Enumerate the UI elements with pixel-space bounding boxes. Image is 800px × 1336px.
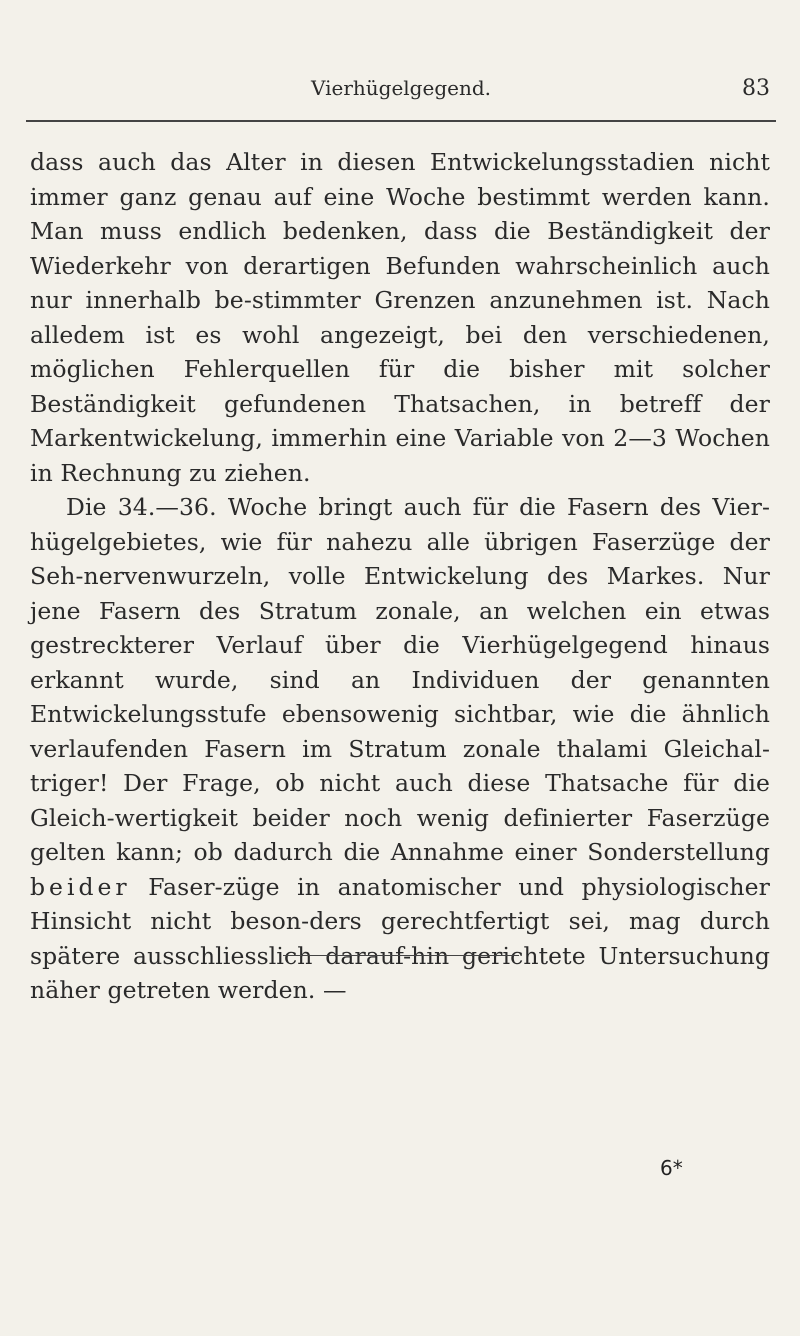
signature-mark: 6* — [660, 1156, 683, 1180]
spaced-word: beider — [30, 872, 131, 901]
paragraph-1: dass auch das Alter in diesen Entwickelungsstadien nicht immer ganz genau auf eine Woche bestimmt werden kann. Man muss endlich bedenken, dass die Beständigkeit der Wiederkehr von derartigen Befunden wahrscheinlich auch nur innerhalb be-stimmter Grenzen anzunehmen ist. Nach alledem ist es wohl angezeigt, bei den verschiedenen, möglichen Fehlerquellen für die bisher mit solcher Beständigkeit gefundenen Thatsachen, in betreff der Markentwickelung, immerhin eine Variable von 2—3 Wochen in Rechnung zu ziehen. — [30, 148, 770, 487]
page-number: 83 — [742, 76, 770, 101]
running-title: Vierhügelgegend. — [311, 76, 491, 100]
paragraph-2-part-2: Faser-züge in anatomischer und physiologischer Hinsicht nicht beson-ders gerechtfertigt sei, mag durch spätere ausschliesslich darauf-hin gerichtete Untersuchung näher getreten werden. — — [30, 872, 771, 1004]
running-header — [26, 76, 776, 110]
section-end-rule — [283, 955, 519, 956]
header-rule — [26, 120, 776, 122]
body-text — [30, 145, 770, 1008]
paragraph-2 — [30, 490, 770, 1008]
paragraph-2-part-1: Die 34.—36. Woche bringt auch für die Fasern des Vier-hügelgebietes, wie für nahezu alle übrigen Faserzüge der Seh-nervenwurzeln, volle Entwickelung des Markes. Nur jene Fasern des Stratum zonale, an welchen ein etwas gestreckterer Verlauf über die Vierhügelgegend hinaus erkannt wurde, sind an Individuen der genannten Entwickelungsstufe ebensowenig sichtbar, wie die ähnlich verlaufenden Fasern im Stratum zonale thalami Gleichal-triger! Der Frage, ob nicht auch diese Thatsache für die Gleich-wertigkeit beider noch wenig definierter Faserzüge gelten kann; ob dadurch die Annahme einer Sonderstellung — [30, 493, 770, 866]
